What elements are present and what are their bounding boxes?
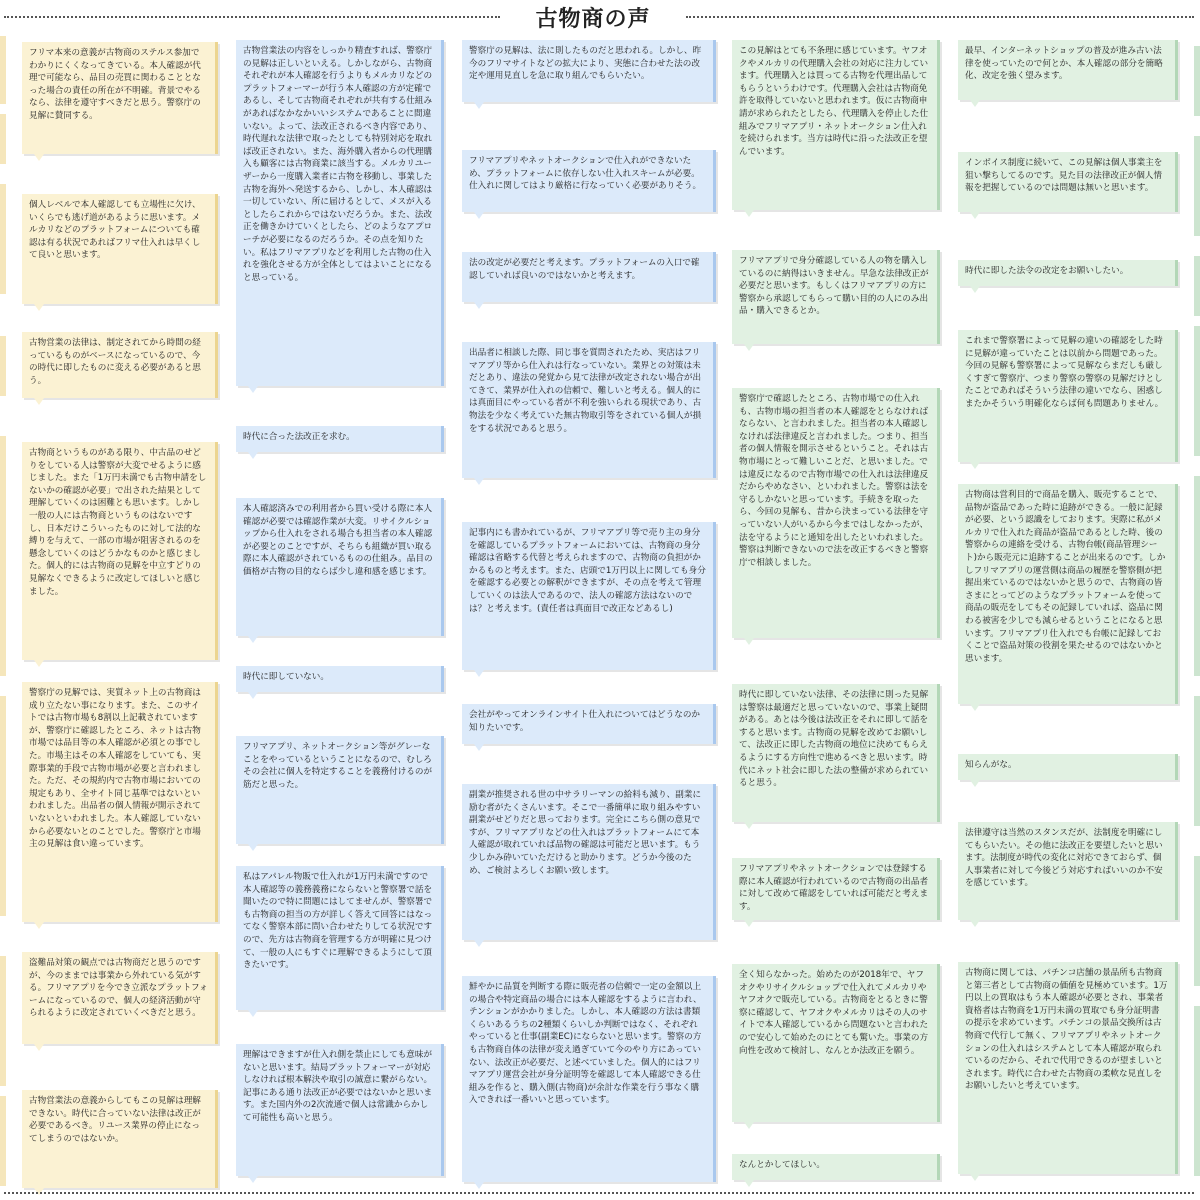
speech-tail-icon <box>474 940 484 947</box>
comment-bubble <box>22 1090 218 1188</box>
comment-text: 時代に即した法令の改定をお願いしたい。 <box>958 260 1178 286</box>
comment-bubble <box>236 866 444 1010</box>
speech-tail-icon <box>970 286 980 293</box>
speech-tail-icon <box>248 636 258 643</box>
left-edge-strip <box>0 36 6 1186</box>
comment-text: インボイス制度に続いて、この見解は個人事業主を狙い撃ちしてるのです。見た目の法律改正が個人情報を把握しているのでは問題は無いと思います。 <box>958 152 1178 212</box>
comment-bubble <box>236 736 444 844</box>
comment-text: 本人確認済みでの利用者から買い受ける際に本人確認が必要では確認作業が大変。リサイクルショップから仕入れをされる場合も担当者の本人確認が必要とのことですが、そちらも組織が買い取る際に本人確認がされているものの仕組み。品目の価格が古物の目的ならば少し違和感を感じます。 <box>236 498 444 636</box>
comment-bubble <box>22 682 218 922</box>
comment-text: 最早、インターネットショップの普及が進み古い法律を使っていたので何とか、本人確認の部分を簡略化、改定を強く望みます。 <box>958 40 1178 100</box>
speech-tail-icon <box>34 398 44 405</box>
comment-bubble <box>236 666 444 692</box>
comment-bubble <box>732 40 940 210</box>
comment-bubble <box>22 194 218 304</box>
comment-bubble <box>462 252 716 302</box>
comment-text: 古物商は営利目的で商品を購入、販売することで、品物が盗品であった時に追跡ができる。一般に記録が必要、という認識をしております。実際に私がメルカリで仕入れた商品が盗品であるとした時、後の警察からの連絡を受ける、古物台帳(商品管理シート)から販売元に追跡することが出来るのです。しかしフリマアプリの運営側は商品の履歴を警察側が把握出来ているのではないかと思うので、古物商の皆さまにとってどのようなプラットフォームを使って商品の販売をしてもその記録していれば、盗品に関わる被害を少しでも減らせるということになると思います。フリマアプリ仕入れでも台帳に記録しておくことで盗品対策の役割を果たせるのではないかと思います。 <box>958 484 1178 704</box>
speech-tail-icon <box>744 1122 754 1129</box>
speech-tail-icon <box>970 100 980 107</box>
comment-text: フリマアプリ、ネットオークション等がグレーなことをやっているということになるので、むしろその会社に個人を特定することを義務付けるのが筋だと思った。 <box>236 736 444 844</box>
comment-text: 古物商というものがある限り、中古品のせどりをしている人は警察が大変でせるように感じました。また「1万円未満でも古物申請をしないかの確認が必要」で出された結果として理解していくのは困難とも思います。しかし一般の人には古物商というものはないですし、日本だけこういったものに対して法的な縛りを与えて、一部の市場が阻害されるのを懸念していくのはどうかなものかと感じました。個人的には古物商の見解を中立すどりの見解なくできるように改定してほしいと感じました。 <box>22 442 218 660</box>
comment-bubble <box>462 150 716 212</box>
speech-tail-icon <box>970 1174 980 1181</box>
speech-tail-icon <box>970 780 980 787</box>
speech-tail-icon <box>34 154 44 161</box>
comment-text: 警察庁の見解では、実質ネット上の古物商は成り立たない事になります。また、このサイトでは古物市場も8割以上記載されていますが、警察庁に確認したところ、ネットは古物市場では品目等の本人確認が必須との事でした。市場主はその本人確認をしていても、実際事業的手段で古物市場が必要と言われました。ただ、その規約内で古物市場においての規定もあり、全サイト同じ基準ではないといわれました。出品者の個人情報が開示されていないといわれました。本人確認していないから必要ないとのことでした。警察庁と市場主の見解は食い違っています。 <box>22 682 218 922</box>
comment-bubble <box>462 40 716 102</box>
comment-text: 記事内にも書かれているが、フリマアプリ等で売り主の身分を確認しているプラットフォームにおいては、古物商の身分確認は省略する代替と考えられますので、古物商の負担がかかるものと考えます。また、店頭で1万円以上に関しても身分を確認する必要との解釈ができますが、その点を考えて管理していくのは法人であるので、法人の確認方法はないのでは？と考えます。(責任者は真面目で改正などあるし) <box>462 522 716 670</box>
page-title: 古物商の声 <box>535 7 651 32</box>
comment-text: これまで警察署によって見解の違いの確認をした時に見解が違っていたことは以前から問題であった。今回の見解も警察署によって見解ならまだしも厳しくすぎて警察庁、つまり警察の警察の見解だけとしたことであればそういう法律の違いでなら、困惑しまたかそういう明確化ならば何も問題ありません。 <box>958 330 1178 462</box>
speech-tail-icon <box>970 920 980 927</box>
comment-bubble <box>22 442 218 660</box>
comment-bubble <box>462 784 716 940</box>
header-rule-left <box>4 16 500 18</box>
comment-bubble <box>958 260 1178 286</box>
footer-rule <box>4 1192 1194 1194</box>
comment-text: 全く知らなかった。始めたのが2018年で、ヤフオクやリサイクルショップで仕入れてメルカリやヤフオクで販売している。古物商をとるときに警察に確認して、ヤフオクやメルカリはその人のサイトで本人確認しているから問題ないと言われたので安心して始めたのにとても驚いた。事業の方向性を改めて検討し、なんとか法改正を願う。 <box>732 964 940 1122</box>
speech-tail-icon <box>970 462 980 469</box>
comment-text: 警察庁の見解は、法に則したものだと思われる。しかし、昨今のフリマサイトなどの拡大により、実態に合わせた法の改定や運用見直しを急に取り組んでもらいたい。 <box>462 40 716 102</box>
comment-bubble <box>732 858 940 920</box>
speech-tail-icon <box>248 452 258 459</box>
speech-tail-icon <box>248 692 258 699</box>
speech-tail-icon <box>474 670 484 677</box>
comment-text: この見解はとても不条理に感じています。ヤフオクやメルカリの代理購入会社の対応に注力しています。代理購入とは買ってる古物を代理出品してもらうというわけです。代理購入会社は古物商免許を取得していないと思われます。仮に古物商申請が求められたとしたら、代理購入を停止した仕組みでフリマアプリ・ネットオークション仕入れを続けられます。当方は時代に沿った法改正を望んでいます。 <box>732 40 940 210</box>
comment-bubble <box>732 388 940 638</box>
comment-bubble <box>958 330 1178 462</box>
comment-text: 法律遵守は当然のスタンスだが、法制度を明確にしてもらいたい。その他に法改正を要望したいと思います。法制度が時代の変化に対応できておらず、個人事業者に対して今後どう対応すればいいのか不安を感じています。 <box>958 822 1178 920</box>
speech-tail-icon <box>744 344 754 351</box>
header-rule-right <box>686 16 1194 18</box>
comment-bubble <box>236 40 444 386</box>
speech-tail-icon <box>34 660 44 667</box>
comment-text: 警察庁で確認したところ、古物市場での仕入れも、古物市場の担当者の本人確認をとらなければならない、と言われました。担当者の本人確認しなければ法律違反と言われました。つまり、担当者の個人情報を開示させるということ。それは古物市場にとって難しいことだ、と思いました。では違反になるので古物市場での仕入れは法律違反だからやめなさい、といわれました。警察は法を守るしかないと思っています。手続きを取ったら、今回の見解も、昔から決まっている法律を守っていない人がいるから今まではしなかったが、法を守るようにと通知を出したといわれました。警察は判断できないので法を改正するべきと警察庁で相談しました。 <box>732 388 940 638</box>
comment-text: 古物営業法の意義からしてもこの見解は理解できない。時代に合っていない法律は改正が必要であるべき。リユース業界の停止になってしまうのではないか。 <box>22 1090 218 1188</box>
speech-tail-icon <box>474 1182 484 1189</box>
comment-text: なんとかしてほしい。 <box>732 1154 940 1180</box>
comment-bubble <box>732 684 940 822</box>
comment-text: 知らんがな。 <box>958 754 1178 780</box>
comment-text: フリマアプリやネットオークションでは登録する際に本人確認が行われているので古物商の出品者に対して改めて確認をしていれば可能だと考えます。 <box>732 858 940 920</box>
comment-bubble <box>22 952 218 1044</box>
speech-tail-icon <box>248 1010 258 1017</box>
comment-text: 鮮やかに品質を判断する際に販売者の信頼で一定の金額以上の場合や特定商品の場合には本人確認をするように言われ、テンションがかかりました。しかし、本人確認の方法は書類くらいあるうちの2種類くらいしか判断ではなく、それぞれやっていると仕事(副業EC)にならないと思います。警察の方も古物商自体の法律が変え過ぎていて今のやり方にあっていない、法改正が必要だ、と述べていました。個人的にはフリマアプリ運営会社が身分証明等を確認して本人確認できる仕組みを作ると、購入側(古物商)が余計な作業を行う事なく購入できれば一番いいと思っています。 <box>462 976 716 1182</box>
comment-bubble <box>22 332 218 398</box>
speech-tail-icon <box>34 304 44 311</box>
speech-tail-icon <box>474 744 484 751</box>
comment-bubble <box>236 498 444 636</box>
comment-bubble <box>732 1154 940 1180</box>
comment-bubble <box>958 40 1178 100</box>
comment-bubble <box>22 42 218 154</box>
speech-tail-icon <box>248 1176 258 1183</box>
comment-text: フリマアプリやネットオークションで仕入れができないため、プラットフォームに依存しない仕入れスキームが必要。仕入れに関してはより厳格に行なっていく必要がありそう。 <box>462 150 716 212</box>
speech-tail-icon <box>474 102 484 109</box>
comment-bubble <box>732 964 940 1122</box>
comment-bubble <box>958 962 1178 1174</box>
comment-bubble <box>958 754 1178 780</box>
comment-bubble <box>732 250 940 344</box>
comment-bubble <box>236 1044 444 1176</box>
speech-tail-icon <box>474 212 484 219</box>
speech-tail-icon <box>744 1180 754 1187</box>
comment-text: 古物営業の法律は、制定されてから時間の経っているものがベースになっているので、今の時代に即したものに変える必要があると思う。 <box>22 332 218 398</box>
comment-text: 個人レベルで本人確認しても立場性に欠け、いくらでも逃げ道があるように思います。メルカリなどのプラットフォームについても確認は有る状況であればフリマ仕入れは早くして良いと思います。 <box>22 194 218 304</box>
comment-text: 時代に合った法改正を求む。 <box>236 426 444 452</box>
speech-tail-icon <box>744 638 754 645</box>
comment-bubble <box>236 426 444 452</box>
comment-text: 副業が推奨される世の中サラリーマンの給料も減り、副業に励む者がたくさんいます。そこで一番簡単に取り組みやすい副業がせどりだと思っております。完全にこちら側の意見ですが、フリマアプリなどの仕入れはプラットフォームにて本人確認が取れていれば品物の確認は可能だと思います。もう少しかみ砕いていただけると助かります。どうか今後のため、ご検討よろしくお願い致します。 <box>462 784 716 940</box>
comment-text: 理解はできますが仕入れ側を禁止にしても意味がないと思います。結局プラットフォーマーが対応しなければ根本解決や取引の誠意に繋がらない。記事にある通り法改正が必要ではないかと思います。また国内外の2次流通で個人は常識からかして可能性も高いと思う。 <box>236 1044 444 1176</box>
comment-text: 古物商に関しては、パチンコ店舗の景品所も古物商と第三者として古物商の価値を見極めています。1万円以上の買取はもう本人確認が必要とされ、事業者資格者は古物商を1万円未満の買取でも身分証明書の提示を求めています。パチンコの景品交換所は古物商で代行して無く、フリマアプリやネットオークションの仕入れはシステムとして本人確認が取られているのだから、それで代用できるのが望ましいとされます。時代に合わせた古物商の柔軟な見直しをお願いしたいと考えています。 <box>958 962 1178 1174</box>
speech-tail-icon <box>744 920 754 927</box>
comment-text: 時代に即していない。 <box>236 666 444 692</box>
comment-bubble <box>958 822 1178 920</box>
comment-text: フリマ本来の意義が古物商のステルス参加でわかりにくくなってきている。本人確認が代理で可能なら、品目の売買に関わることとなった場合の責任の所在が不明確。背景でやるなら、法律を遵守すべきだと思う。警察庁の見解に賛同する。 <box>22 42 218 154</box>
speech-tail-icon <box>474 478 484 485</box>
right-edge-strip <box>1194 36 1200 1186</box>
speech-tail-icon <box>34 922 44 929</box>
comment-text: 盗難品対策の観点では古物商だと思うのですが、今のままでは事業から外れている気がする。フリマアプリを今でき立派なプラットフォームになっているので、個人の経済活動が守られるように改定されていくべきだと思う。 <box>22 952 218 1044</box>
comment-bubble <box>462 976 716 1182</box>
speech-tail-icon <box>34 1044 44 1051</box>
comment-text: 出品者に相談した際、同じ事を質問されたため、実店はフリマアプリ等から仕入れは行なっていない。業界との対策は未だとあり、違法の発覚から見て法律が改定されない場合が出てきて、業界が仕入れの信頼で、難しいと考える。個人的には真面目にやっている者が不利を強いられる現状であり、古物法を少なく考えていた無古物取引等をされている個人が損をする状況であると思う。 <box>462 342 716 478</box>
speech-tail-icon <box>970 212 980 219</box>
comment-text: 私はアパレル物販で仕入れが1万円未満ですので本人確認等の義務義務にならないと警察署で話を聞いたので特に問題にはしてませんが、警察署でも古物商の担当の方が詳しく答えて回答にはなってなく警察本部に問い合わせたりしてる状況ですので、先方は古物商を管理する方が明確に見つけて、一般の人にもすぐに理解できるようにして頂きたいです。 <box>236 866 444 1010</box>
comment-bubble <box>462 342 716 478</box>
speech-tail-icon <box>744 210 754 217</box>
speech-tail-icon <box>474 302 484 309</box>
comment-bubble <box>958 152 1178 212</box>
speech-tail-icon <box>744 822 754 829</box>
page-header <box>0 0 1200 34</box>
comment-bubble <box>462 522 716 670</box>
comment-text: 時代に即していない法律、その法律に則った見解は警察は最適だと思っていないので、事業上疑問がある。あとは今後は法改正をそれに即して話をすると思います。古物商の見解を改めてお願いして、法改正に即した古物商の地位に決めてもらえるようにする方向性で進めるべきと思います。時代にネット社会に即した法の整備が求められていると思う。 <box>732 684 940 822</box>
speech-tail-icon <box>248 844 258 851</box>
comment-bubble <box>462 704 716 744</box>
comment-bubble <box>958 484 1178 704</box>
comment-text: 会社がやってオンラインサイト仕入れについてはどうなのか知りたいです。 <box>462 704 716 744</box>
speech-tail-icon <box>248 386 258 393</box>
comment-text: 古物営業法の内容をしっかり精査すれば、警察庁の見解は正しいといえる。しかしながら、古物商それぞれが本人確認を行うよりもメルカリなどのプラットフォーマーが行う本人確認の方が定確であるし、そして古物商それぞれが共有する仕組みがあればなかなかいいシステムであることに間違いない。よって、法改正されるべき内容であり、時代遅れな法律で取ったとしても特別対応を取れば改正されない。また、海外購入者からの代理購入も顧客には古物商業に該当する。メルカリユーザーから一度購入業者に古物を移動し、事業した古物を海外へ発送するから、しかし、本人確認は一切していない、所に届けるとして、メスが入るとしたらこれからではないだろうか。また、法改正を働きかけていくとしたら、どのようなアプローチが必要になるのだろうか。その点を知りたい。私はフリマアプリなどを利用した古物の仕入れを強化させる方が全体としてはよいことになると思っている。 <box>236 40 444 386</box>
comment-text: フリマアプリで身分確認している人の物を購入しているのに納得はいきません。早急な法律改正が必要だと思います。もしくはフリマアプリの方に警察から承認してもらって購い目的の人にのみ出品・購入できるとか。 <box>732 250 940 344</box>
speech-tail-icon <box>970 704 980 711</box>
comment-text: 法の改定が必要だと考えます。プラットフォームの入口で確認していれば良いのではないかと考えます。 <box>462 252 716 302</box>
